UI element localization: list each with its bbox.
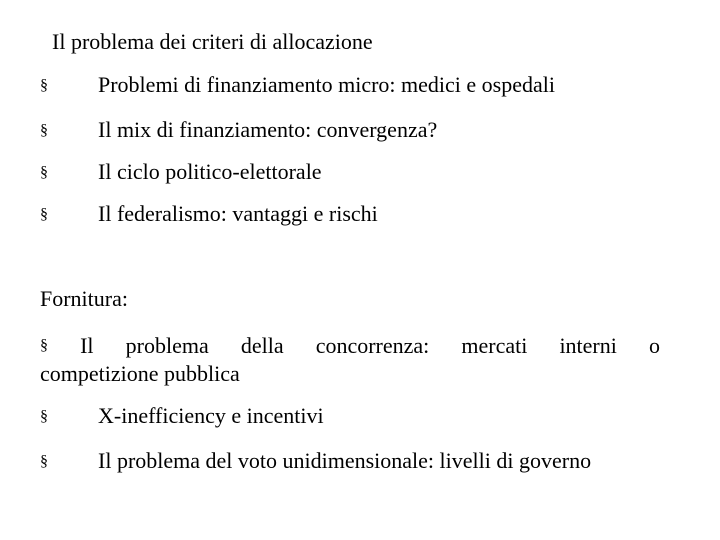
- word: o: [648, 333, 660, 358]
- bullet-first-line: [40, 332, 660, 360]
- bullet-item-financing-micro: [40, 71, 555, 100]
- bullet-item-unidimensional-vote: [40, 447, 591, 476]
- bullet-continuation-line: competizione pubblica: [40, 361, 240, 386]
- bullet-item-financing-mix: [40, 116, 437, 145]
- bullet-text: Il mix di finanziamento: convergenza?: [98, 117, 438, 142]
- bullet-text: Il ciclo politico-elettorale: [98, 159, 322, 184]
- word: concorrenza:: [315, 333, 430, 358]
- word: problema: [125, 333, 209, 358]
- bullet-item-competition: [40, 332, 660, 388]
- word: Il: [80, 333, 94, 358]
- bullet-marker: §: [40, 206, 48, 223]
- section-label-fornitura: Fornitura:: [40, 286, 128, 311]
- bullet-item-political-cycle: [40, 158, 322, 187]
- bullet-marker: §: [40, 337, 48, 354]
- bullet-marker: §: [40, 453, 48, 470]
- bullet-text: Problemi di finanziamento micro: medici e ospedali: [98, 72, 555, 97]
- bullet-item-federalism: [40, 200, 378, 229]
- bullet-text: X-inefficiency e incentivi: [98, 403, 324, 428]
- slide-title: Il problema dei criteri di allocazione: [52, 29, 373, 54]
- word: interni: [559, 333, 617, 358]
- bullet-text: Il federalismo: vantaggi e rischi: [98, 201, 378, 226]
- word: della: [240, 333, 284, 358]
- bullet-marker: §: [40, 122, 48, 139]
- bullet-marker: §: [40, 408, 48, 425]
- bullet-marker: §: [40, 164, 48, 181]
- bullet-item-x-inefficiency: [40, 402, 324, 431]
- bullet-marker: §: [40, 77, 48, 94]
- bullet-text: Il problema del voto unidimensionale: livelli di governo: [98, 448, 592, 473]
- word: mercati: [461, 333, 528, 358]
